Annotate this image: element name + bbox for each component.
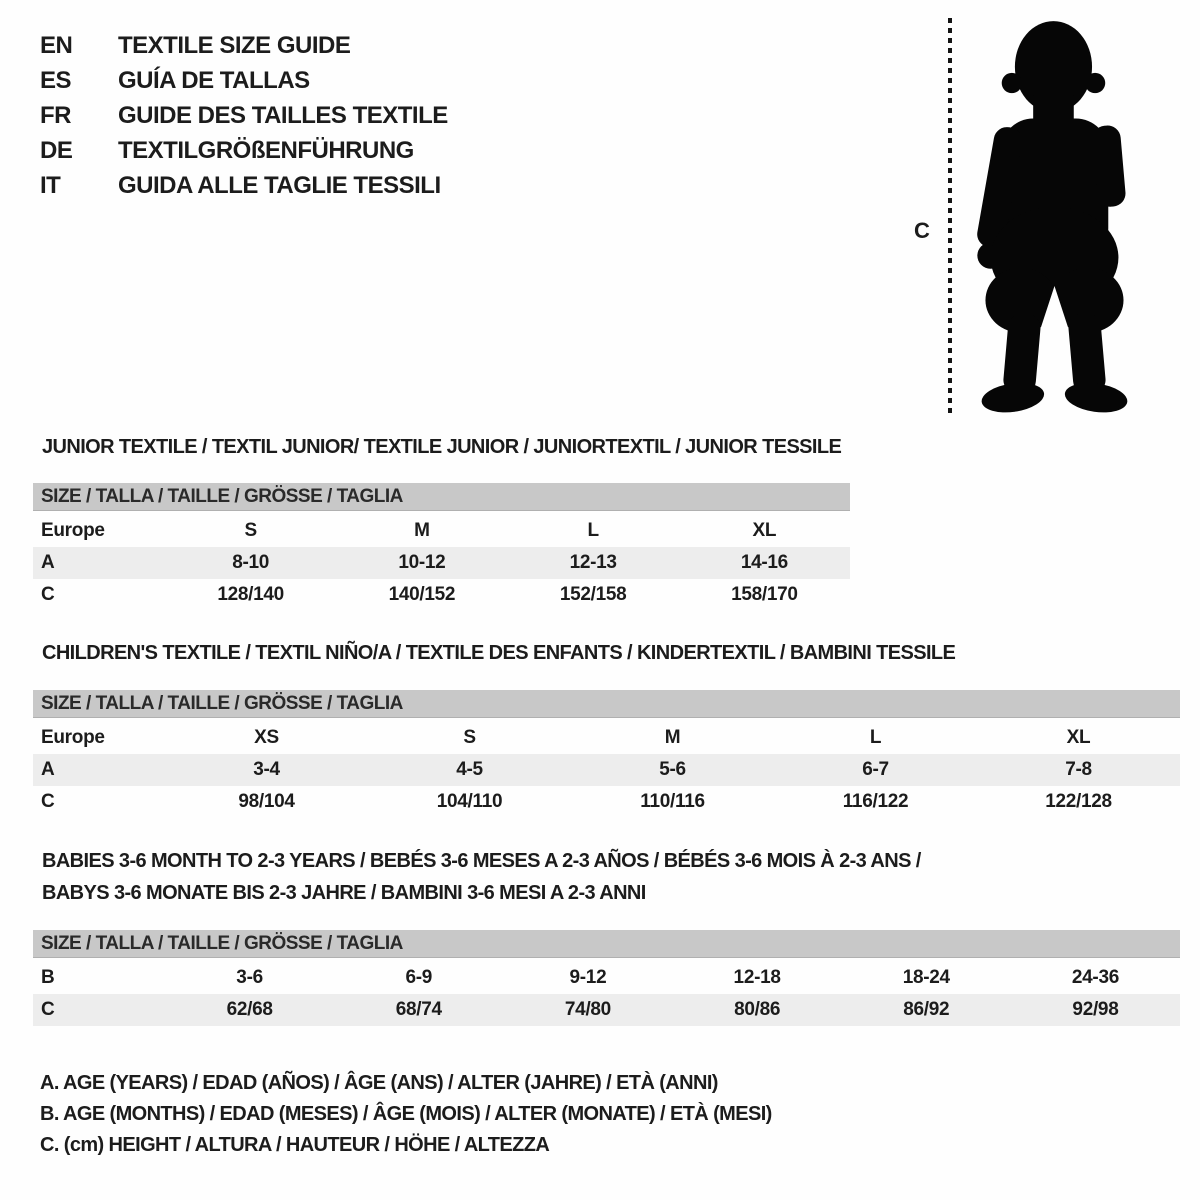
table-cell: 116/122 <box>842 791 909 812</box>
lang-label: GUÍA DE TALLAS <box>118 67 310 94</box>
row-header-cell: Europe <box>41 727 105 748</box>
junior-size-bar: SIZE / TALLA / TAILLE / GRÖSSE / TAGLIA <box>33 483 850 511</box>
lang-code: IT <box>40 172 61 199</box>
lang-line-de <box>40 137 414 167</box>
lang-code: ES <box>40 67 72 94</box>
table-cell: 18-24 <box>902 967 950 988</box>
table-cell: 10-12 <box>398 552 446 573</box>
lang-line-en <box>40 32 350 62</box>
table-cell: S <box>244 520 257 541</box>
lang-label: TEXTILE SIZE GUIDE <box>118 32 351 59</box>
table-cell: 14-16 <box>740 552 788 573</box>
lang-line-es <box>40 67 310 97</box>
table-cell: 12-18 <box>733 967 781 988</box>
table-cell: 68/74 <box>395 999 442 1020</box>
row-header-cell: B <box>41 967 55 988</box>
height-measure-label: C <box>914 218 930 243</box>
table-row <box>33 547 850 579</box>
children-section-title: CHILDREN'S TEXTILE / TEXTIL NIÑO/A / TEXTILE DES ENFANTS / KINDERTEXTIL / BAMBINI TESSILE <box>42 642 956 664</box>
table-cell: 6-9 <box>405 967 433 988</box>
row-header-cell: A <box>41 759 55 780</box>
row-header-cell: Europe <box>41 520 105 541</box>
table-cell: 5-6 <box>659 759 686 780</box>
junior-section-title: JUNIOR TEXTILE / TEXTIL JUNIOR/ TEXTILE JUNIOR / JUNIORTEXTIL / JUNIOR TESSILE <box>42 436 842 458</box>
table-cell: 98/104 <box>238 791 295 812</box>
babies-section-title-line1: BABIES 3-6 MONTH TO 2-3 YEARS / BEBÉS 3-6 MESES A 2-3 AÑOS / BÉBÉS 3-6 MOIS À 2-3 ANS / <box>42 850 921 872</box>
table-cell: 8-10 <box>232 552 270 573</box>
table-cell: L <box>587 520 599 541</box>
table-row <box>33 962 1180 994</box>
row-header-cell: C <box>41 584 55 605</box>
table-cell: 4-5 <box>456 759 483 780</box>
row-header-cell: C <box>41 791 55 812</box>
table-cell: 110/116 <box>640 791 705 812</box>
table-cell: 122/128 <box>1045 791 1112 812</box>
children-size-bar: SIZE / TALLA / TAILLE / GRÖSSE / TAGLIA <box>33 690 1180 718</box>
lang-label: GUIDA ALLE TAGLIE TESSILI <box>118 172 441 199</box>
table-cell: XL <box>1066 727 1091 748</box>
legend-line-b: B. AGE (MONTHS) / EDAD (MESES) / ÂGE (MOIS) / ALTER (MONATE) / ETÀ (MESI) <box>40 1103 772 1125</box>
table-cell: 152/158 <box>559 584 627 605</box>
lang-line-fr <box>40 102 448 132</box>
table-cell: 62/68 <box>226 999 273 1020</box>
table-cell: 3-4 <box>253 759 280 780</box>
table-cell: 3-6 <box>236 967 263 988</box>
table-cell: M <box>414 520 430 541</box>
lang-label: TEXTILGRÖßENFÜHRUNG <box>118 137 414 164</box>
table-cell: 140/152 <box>388 584 456 605</box>
table-cell: 12-13 <box>569 552 617 573</box>
toddler-silhouette-image <box>958 14 1153 420</box>
lang-code: EN <box>40 32 73 59</box>
table-row <box>33 579 850 611</box>
table-row <box>33 515 850 547</box>
table-cell: 7-8 <box>1065 759 1092 780</box>
table-row <box>33 786 1180 818</box>
table-cell: 80/86 <box>734 999 781 1020</box>
table-cell: 86/92 <box>903 999 950 1020</box>
babies-size-bar: SIZE / TALLA / TAILLE / GRÖSSE / TAGLIA <box>33 930 1180 958</box>
table-cell: XS <box>254 727 279 748</box>
table-cell: 9-12 <box>569 967 607 988</box>
table-cell: XL <box>752 520 777 541</box>
table-cell: 92/98 <box>1072 999 1119 1020</box>
row-header-cell: A <box>41 552 55 573</box>
table-cell: 74/80 <box>564 999 611 1020</box>
row-header-cell: C <box>41 999 55 1020</box>
table-cell: S <box>463 727 476 748</box>
lang-code: DE <box>40 137 73 164</box>
table-cell: 128/140 <box>217 584 284 605</box>
table-cell: 158/170 <box>731 584 798 605</box>
legend-line-a: A. AGE (YEARS) / EDAD (AÑOS) / ÂGE (ANS) / ALTER (JAHRE) / ETÀ (ANNI) <box>40 1072 718 1094</box>
lang-code: FR <box>40 102 71 129</box>
table-cell: 6-7 <box>862 759 889 780</box>
table-row <box>33 994 1180 1026</box>
table-row <box>33 722 1180 754</box>
legend-line-c: C. (cm) HEIGHT / ALTURA / HAUTEUR / HÖHE / ALTEZZA <box>40 1134 550 1156</box>
table-cell: 24-36 <box>1071 967 1119 988</box>
table-cell: 104/110 <box>436 791 503 812</box>
table-cell: L <box>869 727 882 748</box>
height-dashed-line <box>948 18 952 416</box>
babies-section-title-line2: BABYS 3-6 MONATE BIS 2-3 JAHRE / BAMBINI 3-6 MESI A 2-3 ANNI <box>42 882 646 904</box>
lang-label: GUIDE DES TAILLES TEXTILE <box>118 102 448 129</box>
table-cell: M <box>664 727 681 748</box>
lang-line-it <box>40 172 441 202</box>
table-row <box>33 754 1180 786</box>
